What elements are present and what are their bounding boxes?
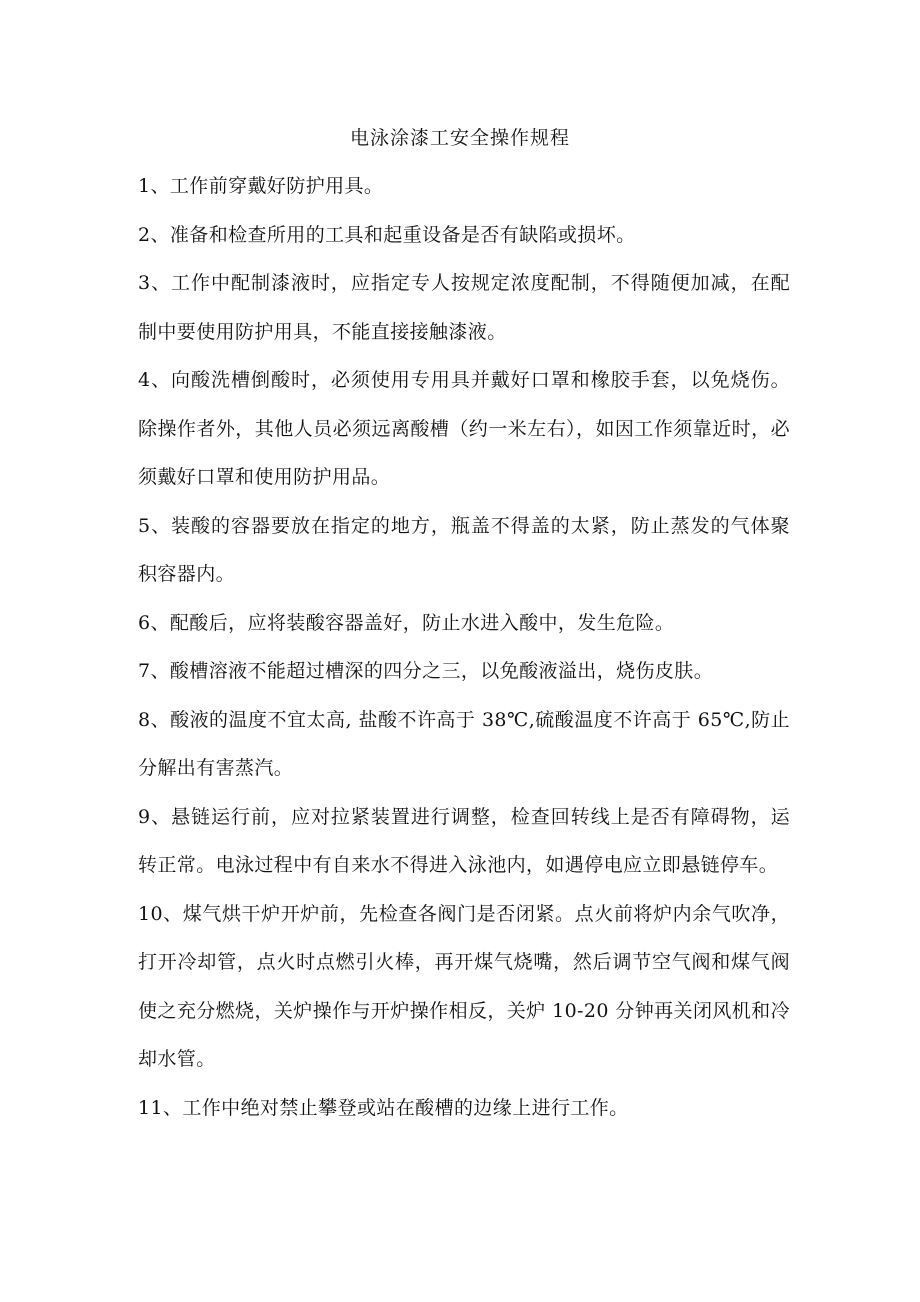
rule-paragraph-4: 4、向酸洗槽倒酸时，必须使用专用具并戴好口罩和橡胶手套，以免烧伤。除操作者外，其他人员必须远离酸槽（约一米左右），如因工作须靠近时，必须戴好口罩和使用防护用品。 (138, 369, 790, 488)
rule-paragraph-1: 1、工作前穿戴好防护用具。 (138, 175, 384, 197)
rule-paragraph-10: 10、煤气烘干炉开炉前，先检查各阀门是否闭紧。点火前将炉内余气吹净，打开冷却管，点火时点燃引火棒，再开煤气烧嘴，然后调节空气阀和煤气阀使之充分燃烧，关炉操作与开炉操作相反，关炉 10-20 分钟再关闭风机和冷却水管。 (138, 902, 790, 1070)
document-body (138, 162, 790, 1132)
rule-paragraph-7: 7、酸槽溶液不能超过槽深的四分之三，以免酸液溢出，烧伤皮肤。 (138, 660, 714, 682)
rule-paragraph-3: 3、工作中配制漆液时，应指定专人按规定浓度配制，不得随便加减，在配制中要使用防护用具，不能直接接触漆液。 (138, 272, 790, 343)
rule-paragraph-2: 2、准备和检查所用的工具和起重设备是否有缺陷或损坏。 (138, 223, 636, 246)
rule-paragraph-9: 9、悬链运行前，应对拉紧装置进行调整，检查回转线上是否有障碍物，运转正常。电泳过程中有自来水不得进入泳池内，如遇停电应立即悬链停车。 (138, 805, 790, 876)
rule-paragraph-5: 5、装酸的容器要放在指定的地方，瓶盖不得盖的太紧，防止蒸发的气体聚积容器内。 (138, 514, 790, 585)
document-title: 电泳涂漆工安全操作规程 (349, 127, 570, 149)
rule-paragraph-8: 8、酸液的温度不宜太高, 盐酸不许高于 38℃,硫酸温度不许高于 65℃,防止分解出有害蒸汽。 (138, 708, 790, 779)
rule-paragraph-11: 11、工作中绝对禁止攀登或站在酸槽的边缘上进行工作。 (138, 1096, 629, 1119)
rule-paragraph-6: 6、配酸后，应将装酸容器盖好，防止水进入酸中，发生危险。 (138, 611, 675, 634)
